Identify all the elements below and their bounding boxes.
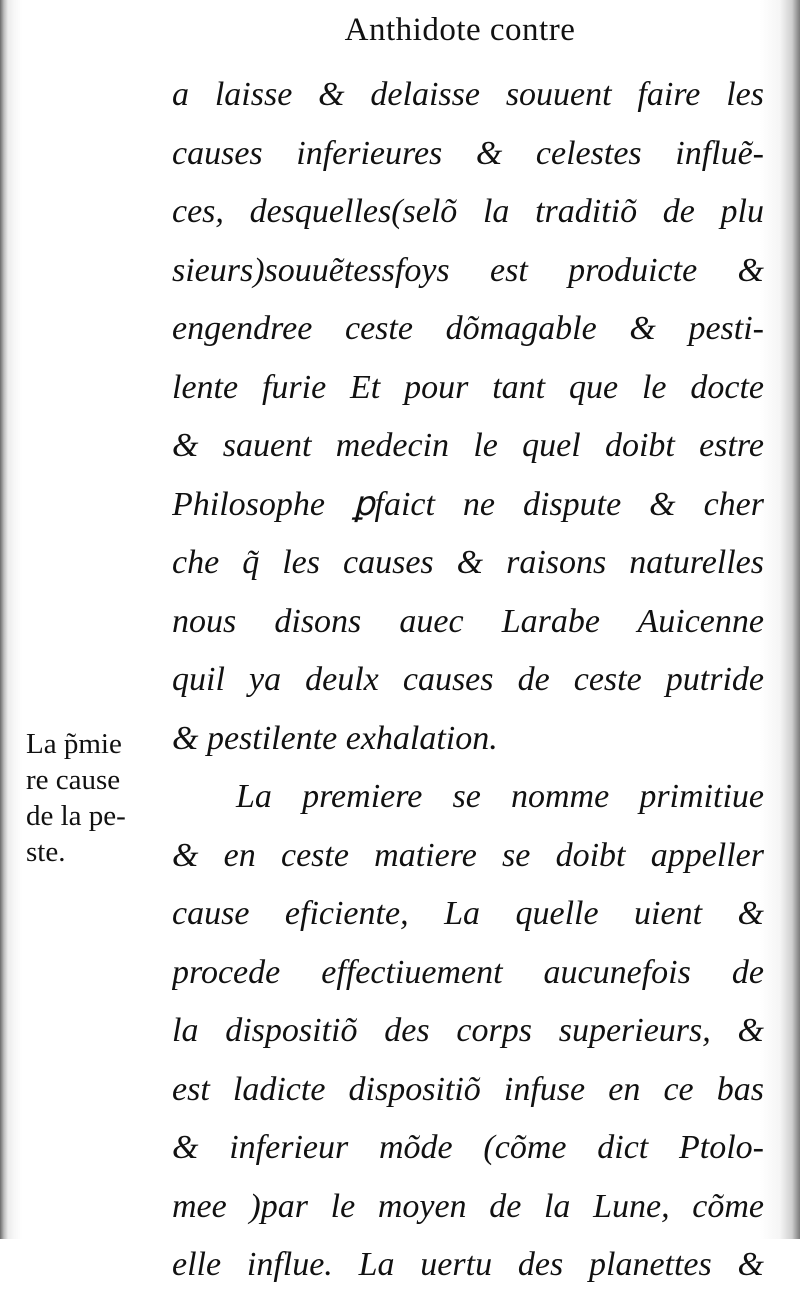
text-line: quil ya deulx causes de ceste putride — [172, 661, 764, 698]
margin-note-line: de la pe- — [26, 800, 126, 832]
margin-note-line: re cause — [26, 764, 121, 796]
text-line: Philosophe ꝑfaict ne dispute & cher — [172, 485, 764, 523]
text-line: & sauent medecin le quel doibt estre — [172, 427, 764, 464]
text-line: elle influe. La uertu des planettes & — [172, 1246, 764, 1283]
running-title: Anthidote contre — [344, 12, 576, 48]
text-line: mee )par le moyen de la Lune, cõme — [172, 1187, 764, 1225]
text-line: & en ceste matiere se doibt appeller — [172, 836, 764, 874]
text-line: sieurs)souuẽtessfoys est produicte & — [172, 251, 764, 289]
paragraph-start-line: La premiere se nomme primitiue — [236, 778, 764, 815]
text-line: lente furie Et pour tant que le docte — [172, 368, 764, 406]
text-line: engendree ceste dõmagable & pesti- — [172, 310, 764, 347]
text-line: procede effectiuement aucunefois de — [172, 953, 764, 991]
text-line: a laisse & delaisse souuent faire les — [172, 76, 764, 113]
margin-note-line: La p̃mie — [26, 728, 122, 760]
text-line: la dispositiõ des corps superieurs, & — [172, 1012, 764, 1049]
margin-note — [26, 726, 171, 870]
page-gutter-shadow — [0, 0, 22, 1239]
text-line: causes inferieures & celestes influẽ- — [172, 134, 764, 172]
page-edge-shadow — [760, 0, 800, 1239]
text-line: che q̃ les causes & raisons naturelles — [172, 544, 764, 581]
text-line: ces, desquelles(selõ la traditiõ de plu — [172, 193, 764, 230]
text-line: est ladicte dispositiõ infuse en ce bas — [172, 1070, 764, 1108]
text-line: cause eficiente, La quelle uient & — [172, 895, 764, 932]
paragraph-end-line: & pestilente exhalation. — [172, 719, 498, 757]
margin-note-line: ste. — [26, 836, 66, 868]
text-line: & inferieur mõde (cõme dict Ptolo- — [172, 1129, 764, 1166]
text-line: nous disons auec Larabe Auicenne — [172, 602, 764, 640]
body-text — [172, 66, 764, 1295]
